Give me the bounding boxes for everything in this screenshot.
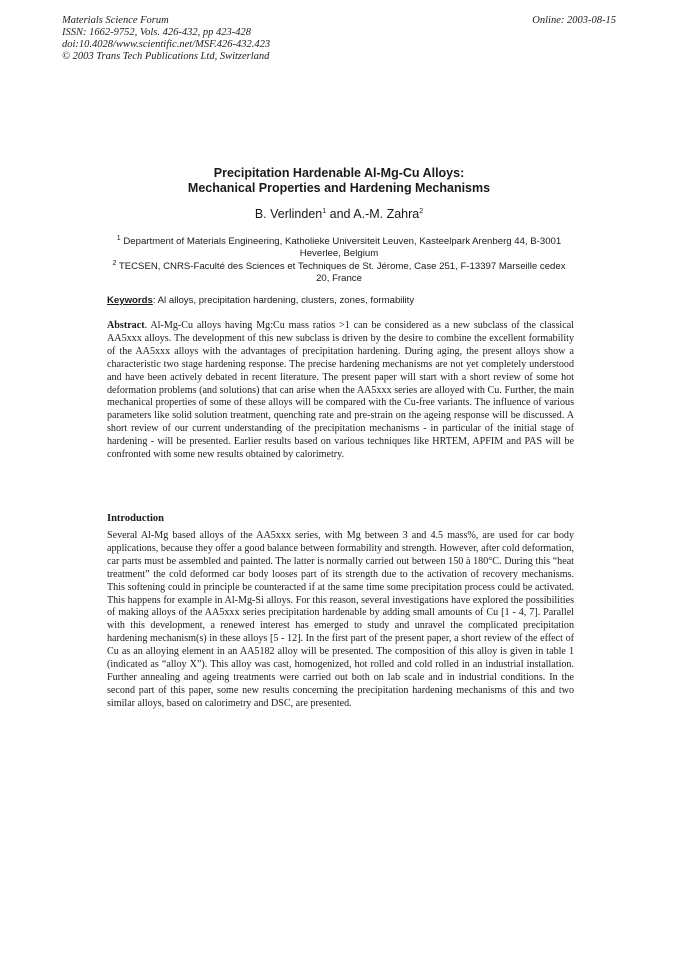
- introduction-heading: Introduction: [107, 513, 164, 524]
- journal-doi: doi:10.4028/www.scientific.net/MSF.426-432.423: [62, 39, 271, 50]
- journal-header: [62, 15, 270, 63]
- author-1: B. Verlinden: [254, 207, 323, 221]
- author-2-sup: 2: [419, 207, 424, 215]
- abstract-text: . Al-Mg-Cu alloys having Mg:Cu mass ratios >1 can be considered as a new subclass of the classical AA5xxx alloys. The development of this new subclass is driven by the desire to combine the excellent formability of the AA5xxx alloys with the advantages of precipitation hardening. During aging, the present alloys show a characteristic two stage hardening response. The precise hardening mechanisms are not yet completely understood and have been actively debated in recent literature. The present paper will start with a short review of some hot deformation problems (and solutions) that can arise when the AA5xxx series are alloyed with Cu. Further, the main mechanical properties of some of these alloys will be compared with the Cu-free variants. The influence of various parameters like solid solution treatment, quenching rate and pre-strain on the ageing response will be discussed. A short review of our current understanding of the precipitation mechanisms - in particular of the initial stage of hardening - will be presented. Earlier results based on various techniques like HRTEM, APFIM and PAS will be confronted with some new results obtained by calorimetry.: [107, 320, 574, 461]
- author-conjunction: and: [326, 207, 354, 221]
- title-line-1: Precipitation Hardenable Al-Mg-Cu Alloys:: [213, 166, 465, 180]
- online-date: Online: 2003-08-15: [532, 15, 616, 26]
- authors: [0, 207, 678, 222]
- affiliation-2-text: TECSEN, CNRS-Faculté des Sciences et Techniques de St. Jérome, Case 251, F-13397 Marseille cedex 20, France: [116, 261, 566, 284]
- journal-issn: ISSN: 1662-9752, Vols. 426-432, pp 423-428: [62, 27, 251, 38]
- journal-copyright: © 2003 Trans Tech Publications Ltd, Switzerland: [62, 51, 270, 62]
- author-1-sup: 1: [322, 207, 327, 215]
- affiliation-1-text: Department of Materials Engineering, Katholieke Universiteit Leuven, Kasteelpark Arenberg 44, B-3001 Heverlee, Belgium: [120, 236, 562, 259]
- paper-title: [0, 166, 678, 196]
- keywords-label: Keywords: [107, 295, 153, 306]
- keywords: [107, 295, 414, 307]
- affiliation-1: [105, 236, 573, 260]
- journal-name: Materials Science Forum: [62, 15, 169, 26]
- author-2: A.-M. Zahra: [353, 207, 420, 221]
- affiliation-2-sup: 2: [112, 259, 117, 267]
- affiliation-2: [105, 261, 573, 285]
- abstract-label: Abstract: [107, 320, 145, 331]
- keywords-text: : Al alloys, precipitation hardening, clusters, zones, formability: [152, 295, 415, 306]
- abstract: [107, 320, 574, 462]
- affiliation-1-sup: 1: [116, 234, 121, 242]
- introduction-text: Several Al-Mg based alloys of the AA5xxx series, with Mg between 3 and 4.5 mass%, are used for car body applications, because they offer a good balance between formability and strength. However, after cold deformation, car parts must be assembled and painted. The latter is normally carried out between 150 à 180°C. During this “heat treatment” the cold deformed car body looses part of its strength due to the activation of recovery mechanisms. This softening could in principle be counteracted if at the same time some precipitation process could be activated. This happens for example in Al-Mg-Si alloys. For this reason, several investigations have explored the possibilities of making alloys of the AA5xxx series precipitation hardenable by adding small amounts of Cu [1 - 4, 7]. Parallel with this development, a renewed interest has emerged to study and unravel the complicated precipitation hardening mechanism(s) in these alloys [5 - 12]. In the first part of the present paper, a short review of the effect of Cu as an alloying element in an AA5182 alloy will be presented. The composition of this alloy is given in table 1 (indicated as “alloy X”). This alloy was cast, homogenized, hot rolled and cold rolled in an industrial installation. Further annealing and ageing treatments were carried out both on lab scale and in industrial conditions. In the second part of this paper, some new results concerning the precipitation hardening mechanisms of this and two similar alloys, based on calorimetry and DSC, are presented.: [107, 530, 574, 709]
- title-line-2: Mechanical Properties and Hardening Mechanisms: [187, 181, 491, 195]
